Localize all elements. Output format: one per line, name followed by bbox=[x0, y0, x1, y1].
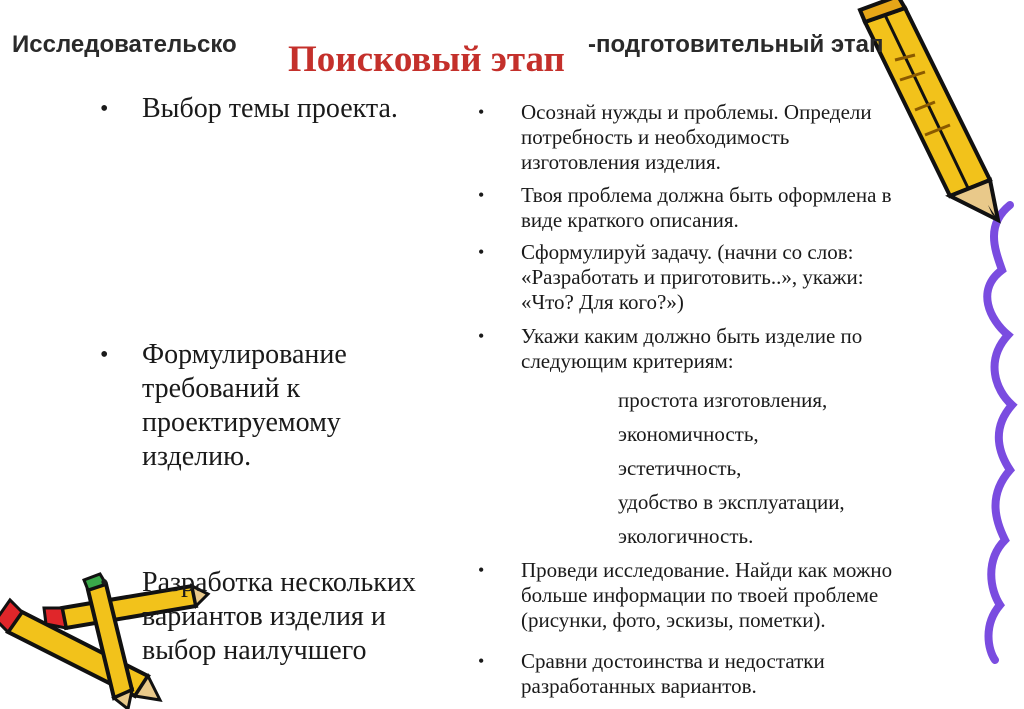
right-list-item bbox=[478, 100, 978, 175]
bullet: • bbox=[478, 326, 485, 346]
right-item-text: Твоя проблема должна быть оформлена в виде краткого описания. bbox=[521, 183, 892, 232]
bullet: • bbox=[478, 102, 485, 122]
right-item-text: Сравни достоинства и недостатки разработанных вариантов. bbox=[521, 649, 825, 698]
left-list-item bbox=[100, 566, 416, 668]
bullet: • bbox=[100, 96, 109, 122]
bullet: • bbox=[478, 185, 485, 205]
left-list-item bbox=[100, 92, 398, 126]
header-left-text: Исследовательско bbox=[12, 31, 237, 58]
header-right-text: -подготовительный этап bbox=[588, 31, 884, 58]
right-list-item bbox=[478, 558, 978, 633]
right-item-text: Проведи исследование. Найди как можно больше информации по твоей проблеме (рисунки, фото, эскизы, пометки). bbox=[521, 558, 893, 632]
right-item-text: Осознай нужды и проблемы. Определи потребность и необходимость изготовления изделия. bbox=[521, 100, 872, 174]
right-item-text: Укажи каким должно быть изделие по следующим критериям: bbox=[521, 324, 863, 373]
right-list-item bbox=[478, 649, 978, 699]
left-item-text: Разработка нескольких вариантов изделия и выбор наилучшего bbox=[142, 567, 416, 666]
right-list-item bbox=[478, 183, 978, 233]
criteria-item: экономичность, bbox=[618, 422, 759, 446]
right-list-item bbox=[478, 324, 978, 374]
bullet: • bbox=[100, 570, 109, 596]
page-title: Поисковый этап bbox=[288, 39, 565, 80]
bullet: • bbox=[100, 342, 109, 368]
left-item-text: Формулирование требований к проектируемому изделию. bbox=[142, 339, 347, 472]
right-item-text: Сформулируй задачу. (начни со слов: «Разработать и приготовить..», укажи: «Что? Для кого?») bbox=[521, 240, 864, 314]
criteria-item: простота изготовления, bbox=[618, 388, 828, 412]
left-list-item bbox=[100, 338, 347, 474]
bullet: • bbox=[478, 651, 485, 671]
left-item-text: Выбор темы проекта. bbox=[142, 93, 398, 124]
right-list-item bbox=[478, 240, 978, 315]
purple-squiggle bbox=[987, 205, 1012, 660]
criteria-item: экологичность. bbox=[618, 524, 754, 548]
bullet: • bbox=[478, 242, 485, 262]
criteria-item: удобство в эксплуатации, bbox=[618, 490, 845, 514]
bullet: • bbox=[478, 560, 485, 580]
criteria-item: эстетичность, bbox=[618, 456, 742, 480]
